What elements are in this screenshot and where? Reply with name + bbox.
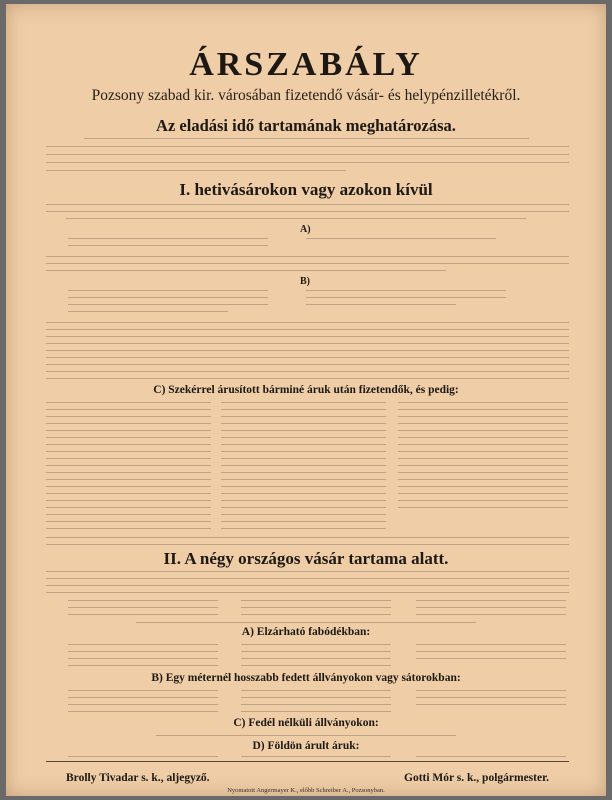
heading-section-2d: D) Földön árult áruk: — [252, 740, 360, 752]
heading-section-1: I. hetivásárokon vagy azokon kívül — [179, 180, 433, 199]
heading-section-2c: C) Fedél nélküli állványokon: — [233, 717, 379, 729]
heading-duration: Az eladási idő tartamának meghatározása. — [156, 116, 456, 135]
heading-section-2b: B) Egy méternél hosszabb fedett állványokon vagy sátorokban: — [151, 672, 461, 684]
document-title: ÁRSZABÁLY — [189, 46, 423, 83]
label-a: A) — [300, 224, 311, 235]
label-b: B) — [300, 276, 310, 287]
document-subtitle: Pozsony szabad kir. városában fizetendő vásár- és helypénzilletékről. — [91, 87, 521, 104]
signature-right: Gotti Mór s. k., polgármester. — [404, 772, 550, 784]
footer-rule — [46, 761, 569, 762]
poster-sheet — [6, 4, 606, 796]
signature-left: Brolly Tivadar s. k., aljegyző. — [66, 772, 210, 784]
printer-imprint: Nyomatott Angermayer K., előbb Schreiber A., Pozsonyban. — [227, 787, 385, 794]
heading-section-1c: C) Szekérrel árusított bárminé áruk után fizetendők, és pedig: — [153, 384, 459, 396]
heading-section-2a: A) Elzárható fabódékban: — [241, 626, 371, 638]
heading-section-2: II. A négy országos vásár tartama alatt. — [163, 549, 449, 568]
